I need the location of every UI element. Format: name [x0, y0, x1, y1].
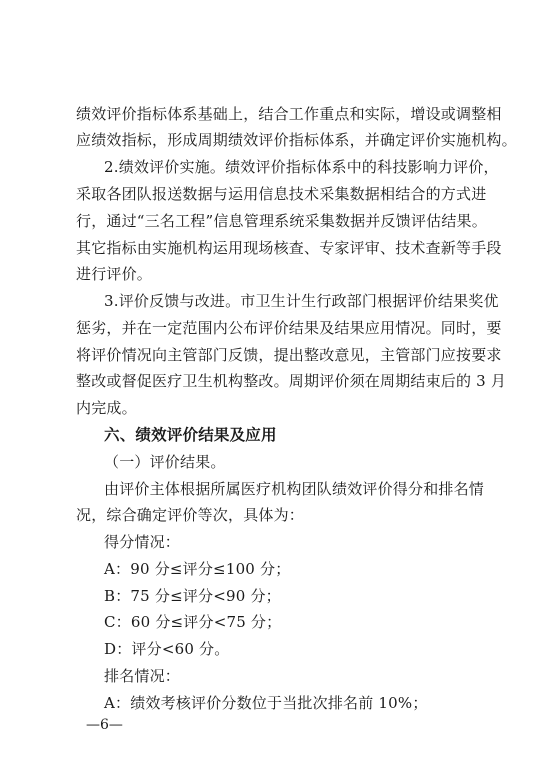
paragraph-line: 进行评价。 [76, 265, 153, 283]
paragraph-line: 由评价主体根据所属医疗机构团队绩效评价得分和排名情 [104, 480, 485, 498]
paragraph-line: 应绩效指标，形成周期绩效评价指标体系，并确定评价实施机构。 [76, 131, 517, 149]
paragraph-line: 整改或督促医疗卫生机构整改。周期评价须在周期结束后的 3 月 [76, 372, 507, 390]
list-item: B：75 分≤评分<90 分； [104, 587, 281, 605]
list-item: A：绩效考核评价分数位于当批次排名前 10%； [104, 694, 428, 712]
list-label: 得分情况： [104, 533, 181, 551]
paragraph-line: 内完成。 [76, 399, 137, 417]
list-item: A：90 分≤评分≤100 分； [104, 560, 291, 578]
paragraph-line: 3.评价反馈与改进。市卫生计生行政部门根据评价结果奖优 [104, 292, 499, 310]
paragraph-line: 将评价情况向主管部门反馈，提出整改意见，主管部门应按要求 [76, 346, 502, 364]
paragraph-line: 采取各团队报送数据与运用信息技术采集数据相结合的方式进 [76, 185, 487, 203]
paragraph-line: 绩效评价指标体系基础上，结合工作重点和实际，增设或调整相 [76, 105, 502, 123]
paragraph-line: 惩劣，并在一定范围内公布评价结果及结果应用情况。同时，要 [76, 319, 502, 337]
subsection-heading: （一）评价结果。 [104, 453, 226, 471]
paragraph-line: 行，通过“三名工程”信息管理系统采集数据并反馈评估结果。 [76, 212, 487, 230]
list-label: 排名情况： [104, 667, 181, 685]
paragraph-line: 其它指标由实施机构运用现场核查、专家评审、技术查新等手段 [76, 239, 502, 257]
list-item: C：60 分≤评分<75 分； [104, 613, 282, 631]
list-item: D：评分<60 分。 [104, 640, 230, 658]
page-number: —6— [86, 717, 123, 733]
paragraph-line: 况，综合确定评价等次，具体为： [76, 506, 305, 524]
section-heading: 六、绩效评价结果及应用 [104, 426, 277, 444]
paragraph-line: 2.绩效评价实施。绩效评价指标体系中的科技影响力评价， [104, 158, 499, 176]
